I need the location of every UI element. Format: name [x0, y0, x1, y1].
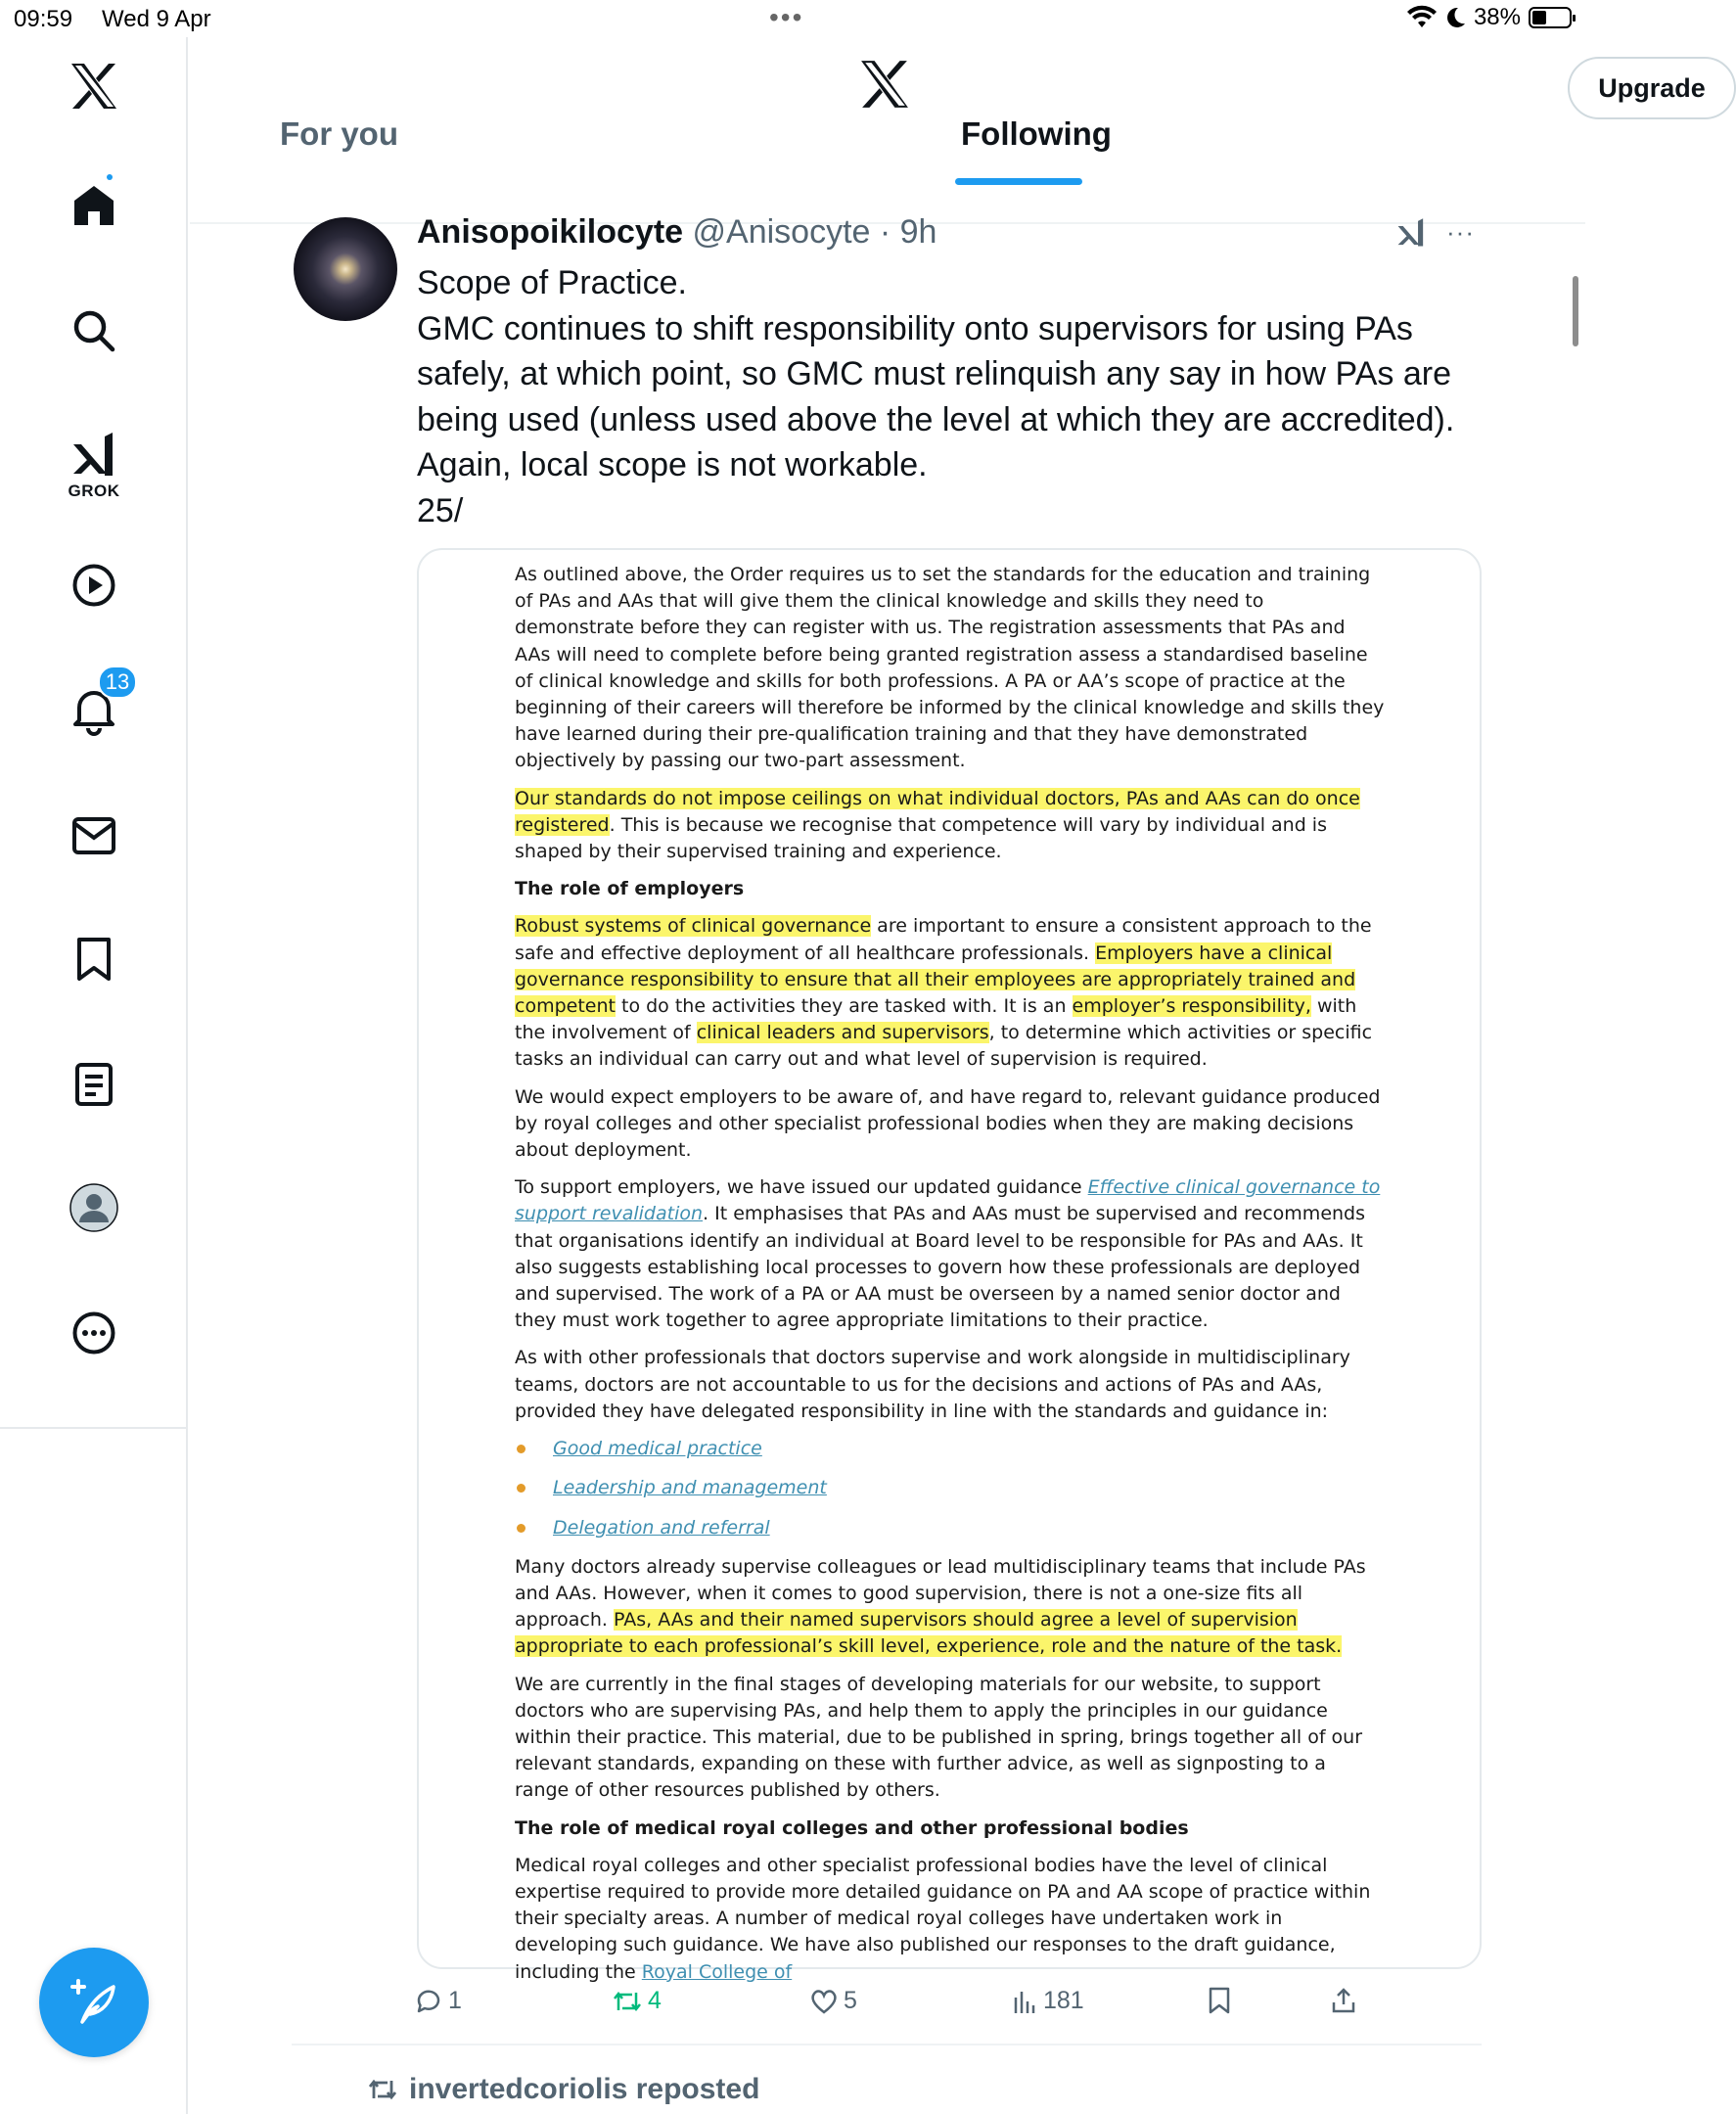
tab-for-you[interactable]: For you: [280, 115, 398, 152]
doc-text: , to determine which activities or specific tasks an individual can carry out and what level of supervision is required.: [515, 1022, 1373, 1071]
heart-icon: [810, 1989, 838, 2014]
doc-paragraph: As outlined above, the Order requires us to set the standards for the education and training of PAs and AAs that will give them the clinical knowledge and skills they need to demonstrate before they can register with us. The registration assessments that PAs and AAs will need to complete before being granted registration assess a standardised baseline of clinical knowledge and skills for both professions. A PA or AA’s scope of practice at the beginning of their careers will therefore be informed by the clinical knowledge and skills they have learned during their pre-qualification training and that they have demonstrated objectively by passing our two-part assessment.: [515, 564, 1385, 772]
bookmark-icon: [1208, 1987, 1231, 2014]
doc-link: Delegation and referral: [553, 1516, 770, 1539]
header-logo[interactable]: [859, 61, 910, 113]
x-logo-link[interactable]: [0, 59, 188, 114]
nav-profile[interactable]: [0, 1178, 188, 1237]
bullet-dot-icon: [517, 1524, 525, 1533]
grok-explain-button[interactable]: [1393, 217, 1429, 253]
tab-following[interactable]: Following: [961, 115, 1112, 152]
doc-text: to do the activities they are tasked with. It is an: [615, 995, 1073, 1018]
bookmark-button[interactable]: [1208, 1987, 1231, 2014]
notifications-badge: 13: [98, 666, 137, 699]
nav-more[interactable]: [0, 1304, 188, 1362]
doc-link: Royal College of: [641, 1960, 793, 1983]
lists-icon: [74, 1062, 114, 1107]
author-handle[interactable]: @Anisocyte: [692, 213, 871, 251]
scrollbar[interactable]: [1573, 276, 1578, 346]
more-circle-icon: [71, 1310, 116, 1356]
doc-text: are important to ensure a consistent approach to the safe and effective deployment of all healthcare professionals.: [515, 915, 1372, 964]
view-count: 181: [1043, 1987, 1084, 2014]
doc-link: Effective clinical governance to support revalidation: [515, 1176, 1381, 1225]
doc-text: with the involvement of: [515, 995, 1357, 1044]
doc-bullet: [515, 1515, 1386, 1541]
repost-icon: [613, 1989, 642, 2014]
doc-highlight: clinical leaders and supervisors: [696, 1022, 989, 1044]
profile-avatar-icon: [69, 1183, 118, 1232]
grok-icon: [1393, 217, 1429, 249]
tweet-text-line: Again, local scope is not workable.: [417, 446, 928, 483]
views-chart-icon: [1012, 1990, 1037, 2013]
doc-paragraph: We would expect employers to be aware of, and have regard to, relevant guidance produced by royal colleges and other specialist professional bodies when they are making decisions about deployment.: [515, 1085, 1381, 1162]
status-date: Wed 9 Apr: [102, 6, 211, 32]
video-play-icon: [71, 563, 116, 608]
like-button[interactable]: [810, 1987, 857, 2015]
timeline-header: [190, 37, 1706, 223]
doc-text: To support employers, we have issued our updated guidance: [515, 1176, 1088, 1199]
bullet-dot-icon: [517, 1445, 525, 1453]
tweet-text-line: Scope of Practice.: [417, 264, 687, 301]
tweet-image-document[interactable]: [417, 548, 1482, 1983]
doc-paragraph: [515, 786, 1386, 866]
doc-bullet: [515, 1475, 1386, 1501]
nav-search[interactable]: [0, 301, 188, 360]
bookmark-icon: [74, 937, 114, 982]
tweet-actions: [411, 1987, 1409, 2026]
multitasking-dots-icon[interactable]: •••: [769, 2, 804, 32]
sidebar: [0, 37, 188, 2114]
reply-count: 1: [448, 1987, 462, 2014]
search-icon: [72, 309, 115, 352]
moon-icon: [1444, 6, 1466, 29]
grok-label: GROK: [68, 482, 120, 500]
nav-bookmarks[interactable]: [0, 930, 188, 988]
tweet-time[interactable]: · 9h: [870, 213, 937, 251]
tweet-text: [417, 260, 1474, 533]
doc-link: Leadership and management: [553, 1477, 827, 1499]
battery-icon: [1529, 7, 1572, 28]
nav-video[interactable]: [0, 556, 188, 615]
nav-lists[interactable]: [0, 1055, 188, 1114]
share-icon: [1331, 1987, 1356, 2014]
compose-post-button[interactable]: [39, 1948, 149, 2057]
nav-home[interactable]: [0, 176, 188, 235]
doc-paragraph: As with other professionals that doctors supervise and work alongside in multidisciplinary teams, doctors are not accountable to us for the decisions and actions of PAs and AAs, provided they have delegated responsibility in line with the standards and guidance in:: [515, 1347, 1350, 1422]
compose-feather-icon: [69, 1977, 119, 2028]
document-text: [515, 562, 1386, 1997]
doc-text: Medical royal colleges and other specialist professional bodies have the level of clinical expertise required to provide more detailed guidance on PA and AA scope of practice within their specialty areas. A number of medical royal colleges have undertaken work in developing such guidance. We have also published our responses to the draft guidance, including the: [515, 1854, 1371, 1983]
nav-grok[interactable]: [0, 417, 188, 515]
doc-paragraph: [515, 1174, 1386, 1334]
status-time: 09:59: [14, 6, 73, 32]
feed-divider: [292, 2044, 1482, 2045]
reply-button[interactable]: [415, 1987, 462, 2015]
x-logo-icon: [69, 64, 118, 109]
nav-notifications[interactable]: [0, 669, 188, 740]
nav-messages[interactable]: [0, 806, 188, 865]
doc-highlight: employer’s responsibility,: [1072, 995, 1311, 1018]
doc-text: Many doctors already supervise colleagues or lead multidisciplinary teams that include PAs and AAs. However, when it comes to good supervision, there is not a one-size fits all approach.: [515, 1555, 1366, 1631]
doc-highlight: Our standards do not impose ceilings on what individual doctors, PAs and AAs can do once registered: [515, 787, 1360, 836]
tweet-text-line: GMC continues to shift responsibility onto supervisors for using PAs safely, at which point, so GMC must relinquish any say in how PAs are being used (unless used above the level at which they are accredited).: [417, 309, 1455, 438]
status-bar: [0, 0, 1585, 37]
active-tab-indicator: [955, 178, 1082, 185]
doc-paragraph: We are currently in the final stages of developing materials for our website, to support doctors who are supervising PAs, and help them to apply the principles in our guidance within their practice. This material, due to be published in spring, brings together all of our relevant standards, expanding on these with further advice, as well as signposting to a range of other resources published by others.: [515, 1673, 1363, 1802]
grok-icon: [69, 431, 118, 480]
reposted-by-text[interactable]: invertedcoriolis reposted: [409, 2073, 760, 2105]
reply-icon: [415, 1988, 442, 2015]
home-unread-dot: [107, 174, 113, 180]
sidebar-divider: [0, 1427, 188, 1429]
tweet-more-button[interactable]: ···: [1446, 217, 1475, 247]
author-avatar[interactable]: [294, 217, 397, 321]
doc-text: . This is because we recognise that competence will vary by individual and is shaped by their supervised training and experience.: [515, 813, 1327, 863]
doc-text: . It emphasises that PAs and AAs must be supervised and recommends that organisations identify an individual at Board level to be responsible for PAs and AAs. It also suggests establishing local processes to govern how these professionals are deployed and supervised. The work of a PA or AA must be overseen by a named senior doctor and they must work together to agree appropriate limitations to their practice.: [515, 1203, 1366, 1332]
doc-highlight: Robust systems of clinical governance: [515, 915, 872, 938]
battery-percent: 38%: [1473, 4, 1521, 30]
share-button[interactable]: [1331, 1987, 1356, 2014]
status-indicators: [1407, 4, 1572, 31]
doc-heading: The role of employers: [515, 878, 745, 900]
like-count: 5: [844, 1987, 857, 2014]
wifi-icon: [1407, 6, 1437, 29]
repost-icon: [368, 2077, 397, 2102]
views-button[interactable]: [1012, 1987, 1084, 2015]
doc-heading: The role of medical royal colleges and other professional bodies: [515, 1816, 1189, 1839]
doc-bullet: [515, 1436, 1386, 1462]
repost-count: 4: [648, 1987, 662, 2014]
doc-paragraph: [515, 1554, 1386, 1661]
doc-paragraph: [515, 913, 1386, 1073]
reposted-by-line: [368, 2073, 759, 2106]
doc-link: Good medical practice: [553, 1438, 762, 1460]
upgrade-button[interactable]: Upgrade: [1568, 57, 1736, 119]
tweet-text-line: 25/: [417, 491, 464, 529]
tweet-author-line: [417, 213, 937, 253]
doc-paragraph: [515, 1853, 1386, 1986]
home-icon: [71, 183, 116, 228]
repost-button[interactable]: [613, 1987, 662, 2015]
author-name[interactable]: Anisopoikilocyte: [417, 213, 684, 251]
bullet-dot-icon: [517, 1484, 525, 1493]
doc-highlight: PAs, AAs and their named supervisors should agree a level of supervision appropriate to each professional’s skill level, experience, role and the nature of the task.: [515, 1609, 1343, 1658]
messages-envelope-icon: [71, 816, 116, 855]
x-logo-icon: [859, 61, 910, 108]
doc-highlight: Employers have a clinical governance responsibility to ensure that all their employees are appropriately trained and competent: [515, 942, 1356, 1018]
